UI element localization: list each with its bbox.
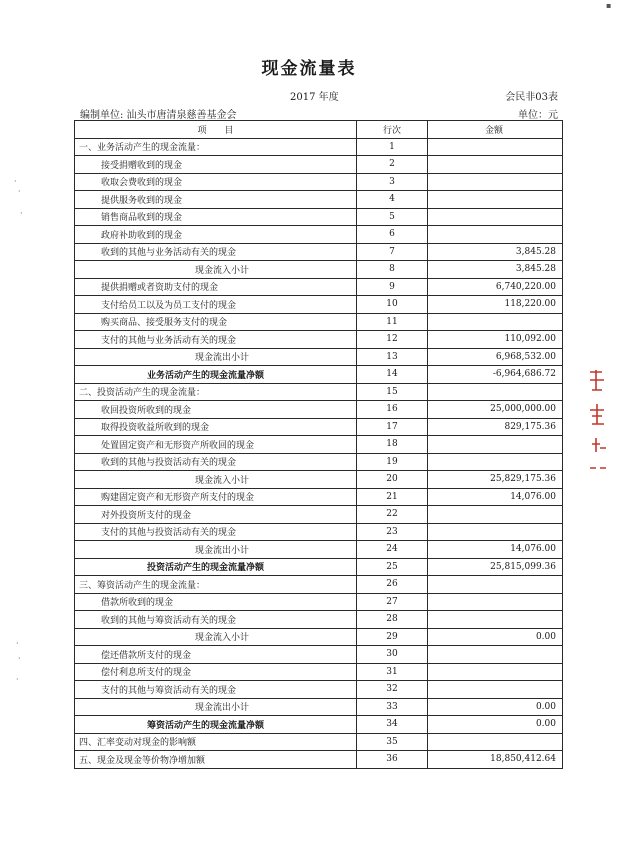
row-label: 一、业务活动产生的现金流量： bbox=[75, 138, 357, 156]
row-line-no: 33 bbox=[357, 698, 428, 716]
row-amount: 6,968,532.00 bbox=[428, 348, 563, 366]
row-line-no: 11 bbox=[357, 313, 428, 331]
row-label: 处置固定资产和无形资产所收回的现金 bbox=[75, 436, 357, 454]
row-amount: 0.00 bbox=[428, 716, 563, 734]
table-row bbox=[75, 488, 563, 506]
table-row bbox=[75, 593, 563, 611]
row-label: 支付的其他与筹资活动有关的现金 bbox=[75, 681, 357, 699]
row-label: 收回投资所收到的现金 bbox=[75, 401, 357, 419]
row-label: 收到的其他与筹资活动有关的现金 bbox=[75, 611, 357, 629]
row-amount bbox=[428, 226, 563, 244]
row-line-no: 29 bbox=[357, 628, 428, 646]
table-row bbox=[75, 366, 563, 384]
row-amount bbox=[428, 593, 563, 611]
row-amount: 25,829,175.36 bbox=[428, 471, 563, 489]
row-label: 四、汇率变动对现金的影响额 bbox=[75, 733, 357, 751]
row-label: 现金流入小计 bbox=[75, 471, 357, 489]
row-label: 购买商品、接受服务支付的现金 bbox=[75, 313, 357, 331]
red-bleed-mark bbox=[586, 368, 614, 480]
row-label: 偿还借款所支付的现金 bbox=[75, 646, 357, 664]
row-line-no: 21 bbox=[357, 488, 428, 506]
table-row bbox=[75, 471, 563, 489]
table-row bbox=[75, 418, 563, 436]
row-label: 偿付利息所支付的现金 bbox=[75, 663, 357, 681]
row-line-no: 27 bbox=[357, 593, 428, 611]
row-amount bbox=[428, 523, 563, 541]
row-label: 购建固定资产和无形资产所支付的现金 bbox=[75, 488, 357, 506]
row-amount: 0.00 bbox=[428, 628, 563, 646]
row-label: 五、现金及现金等价物净增加额 bbox=[75, 751, 357, 769]
table-row bbox=[75, 331, 563, 349]
row-amount bbox=[428, 191, 563, 209]
row-line-no: 17 bbox=[357, 418, 428, 436]
row-line-no: 13 bbox=[357, 348, 428, 366]
row-amount bbox=[428, 436, 563, 454]
row-line-no: 14 bbox=[357, 366, 428, 384]
row-amount: 118,220.00 bbox=[428, 296, 563, 314]
row-label: 取得投资收益所收到的现金 bbox=[75, 418, 357, 436]
row-label: 现金流入小计 bbox=[75, 628, 357, 646]
row-amount bbox=[428, 156, 563, 174]
row-line-no: 25 bbox=[357, 558, 428, 576]
table-row bbox=[75, 173, 563, 191]
table-row bbox=[75, 208, 563, 226]
table-row bbox=[75, 243, 563, 261]
table-row bbox=[75, 698, 563, 716]
row-amount: 0.00 bbox=[428, 698, 563, 716]
row-label: 现金流入小计 bbox=[75, 261, 357, 279]
table-row bbox=[75, 558, 563, 576]
scan-speck: · bbox=[18, 187, 21, 196]
table-row bbox=[75, 138, 563, 156]
row-label: 收到的其他与投资活动有关的现金 bbox=[75, 453, 357, 471]
table-row bbox=[75, 278, 563, 296]
preparing-organization: 编制单位: 汕头市唐清泉慈善基金会 bbox=[80, 110, 237, 121]
row-label: 筹资活动产生的现金流量净额 bbox=[75, 716, 357, 734]
table-row bbox=[75, 646, 563, 664]
row-line-no: 23 bbox=[357, 523, 428, 541]
row-amount bbox=[428, 646, 563, 664]
row-line-no: 28 bbox=[357, 611, 428, 629]
row-amount bbox=[428, 383, 563, 401]
row-amount bbox=[428, 663, 563, 681]
table-row bbox=[75, 348, 563, 366]
table-row bbox=[75, 261, 563, 279]
row-amount bbox=[428, 681, 563, 699]
row-amount bbox=[428, 138, 563, 156]
row-amount: 14,076.00 bbox=[428, 488, 563, 506]
scan-speck: · bbox=[16, 639, 19, 648]
table-row bbox=[75, 523, 563, 541]
row-line-no: 4 bbox=[357, 191, 428, 209]
row-label: 业务活动产生的现金流量净额 bbox=[75, 366, 357, 384]
row-line-no: 16 bbox=[357, 401, 428, 419]
row-line-no: 5 bbox=[357, 208, 428, 226]
row-amount: 829,175.36 bbox=[428, 418, 563, 436]
row-line-no: 20 bbox=[357, 471, 428, 489]
report-period: 2017 年度 bbox=[290, 92, 339, 103]
row-label: 三、筹资活动产生的现金流量： bbox=[75, 576, 357, 594]
table-row bbox=[75, 191, 563, 209]
scan-speck: · bbox=[16, 675, 19, 684]
row-amount: 3,845.28 bbox=[428, 243, 563, 261]
row-label: 二、投资活动产生的现金流量： bbox=[75, 383, 357, 401]
row-line-no: 7 bbox=[357, 243, 428, 261]
row-amount: 25,815,099.36 bbox=[428, 558, 563, 576]
currency-unit: 单位：元 bbox=[518, 110, 558, 121]
table-body bbox=[75, 138, 563, 768]
scan-speck: · bbox=[18, 654, 21, 663]
row-line-no: 2 bbox=[357, 156, 428, 174]
row-label: 销售商品收到的现金 bbox=[75, 208, 357, 226]
table-row bbox=[75, 296, 563, 314]
row-line-no: 12 bbox=[357, 331, 428, 349]
row-line-no: 6 bbox=[357, 226, 428, 244]
row-amount: 3,845.28 bbox=[428, 261, 563, 279]
table-row bbox=[75, 453, 563, 471]
table-row bbox=[75, 541, 563, 559]
row-line-no: 31 bbox=[357, 663, 428, 681]
row-label: 提供服务收到的现金 bbox=[75, 191, 357, 209]
cash-flow-table bbox=[74, 120, 563, 769]
scan-speck: · bbox=[14, 177, 17, 186]
row-label: 借款所收到的现金 bbox=[75, 593, 357, 611]
table-row bbox=[75, 751, 563, 769]
table-row bbox=[75, 383, 563, 401]
row-label: 收到的其他与业务活动有关的现金 bbox=[75, 243, 357, 261]
row-label: 支付的其他与投资活动有关的现金 bbox=[75, 523, 357, 541]
row-label: 对外投资所支付的现金 bbox=[75, 506, 357, 524]
row-line-no: 10 bbox=[357, 296, 428, 314]
row-line-no: 30 bbox=[357, 646, 428, 664]
row-label: 现金流出小计 bbox=[75, 698, 357, 716]
table-row bbox=[75, 401, 563, 419]
form-code: 会民非03表 bbox=[505, 92, 558, 103]
table-row bbox=[75, 628, 563, 646]
row-line-no: 26 bbox=[357, 576, 428, 594]
table-row bbox=[75, 313, 563, 331]
row-amount bbox=[428, 506, 563, 524]
row-amount: 110,092.00 bbox=[428, 331, 563, 349]
row-line-no: 9 bbox=[357, 278, 428, 296]
row-amount bbox=[428, 611, 563, 629]
row-amount bbox=[428, 173, 563, 191]
row-label: 提供捐赠或者资助支付的现金 bbox=[75, 278, 357, 296]
table-row bbox=[75, 681, 563, 699]
table-header-row bbox=[75, 121, 563, 139]
table-row bbox=[75, 156, 563, 174]
row-label: 政府补助收到的现金 bbox=[75, 226, 357, 244]
row-line-no: 18 bbox=[357, 436, 428, 454]
row-line-no: 24 bbox=[357, 541, 428, 559]
table-row bbox=[75, 226, 563, 244]
row-amount: -6,964,686.72 bbox=[428, 366, 563, 384]
row-line-no: 1 bbox=[357, 138, 428, 156]
row-label: 投资活动产生的现金流量净额 bbox=[75, 558, 357, 576]
row-line-no: 36 bbox=[357, 751, 428, 769]
row-amount bbox=[428, 733, 563, 751]
table-row bbox=[75, 733, 563, 751]
table-row bbox=[75, 716, 563, 734]
header-line-no: 行次 bbox=[357, 121, 428, 139]
row-label: 接受捐赠收到的现金 bbox=[75, 156, 357, 174]
row-label: 现金流出小计 bbox=[75, 541, 357, 559]
scan-speck: ▪ bbox=[606, 1, 612, 10]
row-amount: 18,850,412.64 bbox=[428, 751, 563, 769]
row-line-no: 19 bbox=[357, 453, 428, 471]
scan-speck: · bbox=[20, 209, 23, 218]
table-row bbox=[75, 436, 563, 454]
row-amount bbox=[428, 576, 563, 594]
row-amount: 6,740,220.00 bbox=[428, 278, 563, 296]
table-row bbox=[75, 663, 563, 681]
row-label: 收取会费收到的现金 bbox=[75, 173, 357, 191]
page-title: 现金流量表 bbox=[261, 59, 357, 79]
table-row bbox=[75, 506, 563, 524]
row-line-no: 32 bbox=[357, 681, 428, 699]
row-amount: 25,000,000.00 bbox=[428, 401, 563, 419]
row-amount: 14,076.00 bbox=[428, 541, 563, 559]
row-label: 支付给员工以及为员工支付的现金 bbox=[75, 296, 357, 314]
row-line-no: 34 bbox=[357, 716, 428, 734]
row-line-no: 35 bbox=[357, 733, 428, 751]
row-label: 现金流出小计 bbox=[75, 348, 357, 366]
row-label: 支付的其他与业务活动有关的现金 bbox=[75, 331, 357, 349]
table-row bbox=[75, 576, 563, 594]
header-item: 项 目 bbox=[75, 121, 357, 139]
row-amount bbox=[428, 208, 563, 226]
header-amount: 金额 bbox=[428, 121, 563, 139]
row-line-no: 3 bbox=[357, 173, 428, 191]
row-line-no: 22 bbox=[357, 506, 428, 524]
row-line-no: 15 bbox=[357, 383, 428, 401]
row-line-no: 8 bbox=[357, 261, 428, 279]
row-amount bbox=[428, 453, 563, 471]
row-amount bbox=[428, 313, 563, 331]
table-row bbox=[75, 611, 563, 629]
